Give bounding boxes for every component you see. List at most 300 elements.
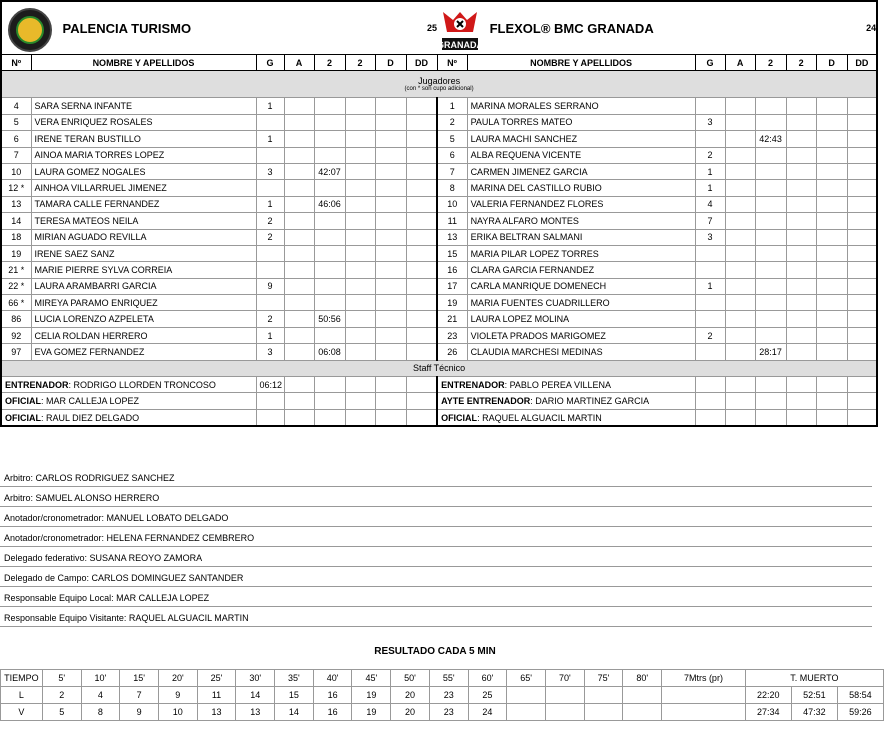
results-score-cell: 9 xyxy=(158,687,197,704)
home-player-exclusion-1 xyxy=(314,131,345,147)
results-score-cell: 5 xyxy=(42,704,81,721)
away-player-exclusion-1 xyxy=(755,114,786,130)
away-player-exclusion-2 xyxy=(786,180,816,196)
home-player-warning xyxy=(284,196,314,212)
home-team-header xyxy=(1,1,375,55)
home-player-name: LUCIA LORENZO AZPELETA xyxy=(31,311,256,327)
home-player-disqualification xyxy=(375,229,406,245)
away-player-number: 23 xyxy=(437,327,467,343)
results-header-cell: 50' xyxy=(391,670,430,687)
away-player-warning xyxy=(725,344,755,360)
away-player-goals: 2 xyxy=(695,147,725,163)
staff-name: : MAR CALLEJA LOPEZ xyxy=(41,396,140,407)
home-player-exclusion-1 xyxy=(314,295,345,311)
away-player-number: 6 xyxy=(437,147,467,163)
results-score-cell xyxy=(545,704,584,721)
empty-cell xyxy=(345,377,375,393)
away-player-exclusion-1 xyxy=(755,196,786,212)
home-player-number: 13 xyxy=(1,196,31,212)
empty-cell xyxy=(755,377,786,393)
home-player-name: LAURA ARAMBARRI GARCIA xyxy=(31,278,256,294)
away-player-goals: 1 xyxy=(695,163,725,179)
staff-name: : DARIO MARTINEZ GARCIA xyxy=(530,396,650,407)
staff-role: AYTE ENTRENADOR xyxy=(441,396,531,407)
away-player-disqualification xyxy=(816,131,847,147)
home-player-number: 66 * xyxy=(1,295,31,311)
empty-cell xyxy=(345,409,375,426)
away-player-goals: 3 xyxy=(695,229,725,245)
col-disqualification-report: DD xyxy=(847,55,877,71)
results-header-cell: 80' xyxy=(623,670,662,687)
home-player-dq-report xyxy=(406,311,437,327)
player-row xyxy=(1,344,877,360)
home-player-exclusion-1 xyxy=(314,278,345,294)
col-disqualification: D xyxy=(816,55,847,71)
away-player-name: CLAUDIA MARCHESI MEDINAS xyxy=(467,344,695,360)
home-player-warning xyxy=(284,147,314,163)
away-player-warning xyxy=(725,311,755,327)
home-player-name: AINOA MARIA TORRES LOPEZ xyxy=(31,147,256,163)
staff-row xyxy=(1,377,877,393)
home-player-warning xyxy=(284,344,314,360)
home-player-disqualification xyxy=(375,147,406,163)
home-player-goals: 2 xyxy=(256,311,284,327)
away-player-exclusion-2 xyxy=(786,114,816,130)
away-player-exclusion-1 xyxy=(755,295,786,311)
away-player-number: 2 xyxy=(437,114,467,130)
home-player-dq-report xyxy=(406,163,437,179)
home-player-exclusion-1: 06:08 xyxy=(314,344,345,360)
results-header-cell: 55' xyxy=(429,670,468,687)
away-player-warning xyxy=(725,229,755,245)
home-player-exclusion-1 xyxy=(314,229,345,245)
player-row xyxy=(1,245,877,261)
home-player-exclusion-2 xyxy=(345,229,375,245)
home-player-goals: 1 xyxy=(256,98,284,114)
results-header-cell: 5' xyxy=(42,670,81,687)
home-player-exclusion-1: 46:06 xyxy=(314,196,345,212)
home-player-name: TAMARA CALLE FERNANDEZ xyxy=(31,196,256,212)
home-player-name: IRENE SAEZ SANZ xyxy=(31,245,256,261)
home-player-exclusion-1 xyxy=(314,262,345,278)
away-player-goals xyxy=(695,98,725,114)
away-player-exclusion-1 xyxy=(755,327,786,343)
player-row xyxy=(1,147,877,163)
results-score-cell xyxy=(584,704,623,721)
away-player-number: 8 xyxy=(437,180,467,196)
empty-cell xyxy=(725,377,755,393)
results-team-label: L xyxy=(1,687,43,704)
away-player-exclusion-1: 28:17 xyxy=(755,344,786,360)
empty-cell xyxy=(406,377,437,393)
away-player-warning xyxy=(725,295,755,311)
away-player-dq-report xyxy=(847,262,877,278)
away-team-header xyxy=(437,1,816,55)
home-player-dq-report xyxy=(406,114,437,130)
results-header-cell: 15' xyxy=(120,670,159,687)
away-player-disqualification xyxy=(816,147,847,163)
column-header-row xyxy=(1,55,877,71)
home-player-number: 18 xyxy=(1,229,31,245)
away-player-dq-report xyxy=(847,295,877,311)
away-player-name: MARINA MORALES SERRANO xyxy=(467,98,695,114)
results-header-cell: 30' xyxy=(236,670,275,687)
player-row xyxy=(1,213,877,229)
empty-cell xyxy=(314,393,345,409)
away-staff-time xyxy=(695,377,725,393)
away-player-name: LAURA LOPEZ MOLINA xyxy=(467,311,695,327)
home-player-number: 10 xyxy=(1,163,31,179)
home-player-exclusion-1 xyxy=(314,180,345,196)
home-player-disqualification xyxy=(375,278,406,294)
home-player-disqualification xyxy=(375,327,406,343)
away-player-exclusion-2 xyxy=(786,98,816,114)
away-player-goals xyxy=(695,262,725,278)
staff-role: OFICIAL xyxy=(5,396,41,407)
away-player-exclusion-2 xyxy=(786,213,816,229)
home-player-exclusion-2 xyxy=(345,213,375,229)
home-player-exclusion-1 xyxy=(314,114,345,130)
home-staff-time xyxy=(256,409,284,426)
results-score-cell: 23 xyxy=(429,687,468,704)
home-player-disqualification xyxy=(375,311,406,327)
away-player-dq-report xyxy=(847,180,877,196)
home-player-warning xyxy=(284,245,314,261)
away-player-exclusion-2 xyxy=(786,229,816,245)
away-player-number: 19 xyxy=(437,295,467,311)
home-player-warning xyxy=(284,163,314,179)
away-player-warning xyxy=(725,131,755,147)
results-header-cell: 75' xyxy=(584,670,623,687)
home-player-warning xyxy=(284,213,314,229)
away-player-exclusion-1 xyxy=(755,180,786,196)
results-timeout-cell: 47:32 xyxy=(791,704,837,721)
home-player-number: 97 xyxy=(1,344,31,360)
player-row xyxy=(1,229,877,245)
home-player-exclusion-2 xyxy=(345,180,375,196)
away-player-dq-report xyxy=(847,213,877,229)
results-score-cell: 25 xyxy=(468,687,507,704)
home-staff-time: 06:12 xyxy=(256,377,284,393)
away-player-warning xyxy=(725,163,755,179)
empty-cell xyxy=(314,409,345,426)
staff-section-title: Staff Técnico xyxy=(1,360,877,376)
results-header-cell: 35' xyxy=(275,670,314,687)
player-row xyxy=(1,278,877,294)
empty-cell xyxy=(725,393,755,409)
home-player-exclusion-2 xyxy=(345,262,375,278)
away-player-exclusion-1 xyxy=(755,147,786,163)
away-player-exclusion-1 xyxy=(755,163,786,179)
player-row xyxy=(1,163,877,179)
staff-section-row xyxy=(1,360,877,376)
away-player-dq-report xyxy=(847,131,877,147)
away-player-warning xyxy=(725,213,755,229)
away-player-exclusion-2 xyxy=(786,196,816,212)
away-player-exclusion-2 xyxy=(786,131,816,147)
home-player-goals: 3 xyxy=(256,163,284,179)
home-player-goals: 3 xyxy=(256,344,284,360)
away-player-goals: 7 xyxy=(695,213,725,229)
results-seven-meter-cell xyxy=(662,687,746,704)
results-header-cell: 45' xyxy=(352,670,391,687)
home-player-number: 12 * xyxy=(1,180,31,196)
away-player-name: VALERIA FERNANDEZ FLORES xyxy=(467,196,695,212)
home-player-exclusion-2 xyxy=(345,163,375,179)
home-player-goals xyxy=(256,245,284,261)
home-player-exclusion-2 xyxy=(345,344,375,360)
away-staff-time xyxy=(695,409,725,426)
home-player-name: MIREYA PARAMO ENRIQUEZ xyxy=(31,295,256,311)
away-player-goals xyxy=(695,245,725,261)
results-score-cell: 19 xyxy=(352,687,391,704)
home-player-warning xyxy=(284,295,314,311)
home-player-number: 4 xyxy=(1,98,31,114)
results-score-cell: 20 xyxy=(391,687,430,704)
results-team-label: V xyxy=(1,704,43,721)
staff-row xyxy=(1,409,877,426)
col-goals: G xyxy=(256,55,284,71)
results-score-cell: 14 xyxy=(236,687,275,704)
results-header-cell: 25' xyxy=(197,670,236,687)
empty-cell xyxy=(786,393,816,409)
home-player-dq-report xyxy=(406,278,437,294)
results-score-cell: 11 xyxy=(197,687,236,704)
away-player-exclusion-2 xyxy=(786,262,816,278)
away-player-disqualification xyxy=(816,213,847,229)
results-row xyxy=(1,704,884,721)
staff-rows xyxy=(1,377,877,427)
home-player-goals xyxy=(256,147,284,163)
player-rows xyxy=(1,98,877,360)
empty-cell xyxy=(847,393,877,409)
official-entry: Responsable Equipo Visitante: RAQUEL ALGUACIL MARTIN xyxy=(0,607,872,627)
results-score-cell: 2 xyxy=(42,687,81,704)
away-player-disqualification xyxy=(816,229,847,245)
staff-row xyxy=(1,393,877,409)
results-score-cell: 24 xyxy=(468,704,507,721)
results-score-cell xyxy=(545,687,584,704)
results-header-row xyxy=(1,670,884,687)
home-player-warning xyxy=(284,131,314,147)
home-player-name: IRENE TERAN BUSTILLO xyxy=(31,131,256,147)
away-player-name: CARLA MANRIQUE DOMENECH xyxy=(467,278,695,294)
official-entry: Delegado de Campo: CARLOS DOMINGUEZ SANTANDER xyxy=(0,567,872,587)
home-player-number: 92 xyxy=(1,327,31,343)
home-player-goals xyxy=(256,180,284,196)
results-score-cell: 14 xyxy=(275,704,314,721)
home-staff-member xyxy=(1,409,256,426)
home-player-disqualification xyxy=(375,98,406,114)
home-player-warning xyxy=(284,229,314,245)
home-player-number: 19 xyxy=(1,245,31,261)
results-timeout-cell: 52:51 xyxy=(791,687,837,704)
empty-cell xyxy=(786,409,816,426)
away-player-number: 7 xyxy=(437,163,467,179)
home-player-name: LAURA GOMEZ NOGALES xyxy=(31,163,256,179)
away-player-exclusion-2 xyxy=(786,147,816,163)
home-player-disqualification xyxy=(375,295,406,311)
away-player-name: CARMEN JIMENEZ GARCIA xyxy=(467,163,695,179)
home-player-warning xyxy=(284,311,314,327)
away-player-name: MARIA FUENTES CUADRILLERO xyxy=(467,295,695,311)
results-score-cell: 13 xyxy=(197,704,236,721)
away-player-name: VIOLETA PRADOS MARIGOMEZ xyxy=(467,327,695,343)
results-score-cell xyxy=(623,704,662,721)
away-player-goals xyxy=(695,344,725,360)
results-score-cell xyxy=(623,687,662,704)
away-player-exclusion-2 xyxy=(786,295,816,311)
away-player-exclusion-1 xyxy=(755,278,786,294)
results-table xyxy=(0,669,884,721)
staff-role: OFICIAL xyxy=(441,412,478,423)
player-row xyxy=(1,327,877,343)
empty-cell xyxy=(406,409,437,426)
home-player-name: EVA GOMEZ FERNANDEZ xyxy=(31,344,256,360)
home-player-disqualification xyxy=(375,213,406,229)
home-player-number: 5 xyxy=(1,114,31,130)
away-player-goals xyxy=(695,311,725,327)
away-player-goals: 1 xyxy=(695,278,725,294)
away-player-disqualification xyxy=(816,163,847,179)
col-exclusion-2: 2 xyxy=(345,55,375,71)
home-team-name: PALENCIA TURISMO xyxy=(62,20,192,36)
home-player-dq-report xyxy=(406,262,437,278)
home-player-dq-report xyxy=(406,98,437,114)
home-player-exclusion-1 xyxy=(314,147,345,163)
home-player-disqualification xyxy=(375,131,406,147)
home-player-exclusion-1 xyxy=(314,245,345,261)
home-player-goals xyxy=(256,262,284,278)
staff-name: : PABLO PEREA VILLENA xyxy=(504,379,611,390)
away-player-disqualification xyxy=(816,344,847,360)
col-goals: G xyxy=(695,55,725,71)
players-section-row xyxy=(1,71,877,98)
results-header-cell: 65' xyxy=(507,670,546,687)
player-row xyxy=(1,196,877,212)
official-entry: Responsable Equipo Local: MAR CALLEJA LOPEZ xyxy=(0,587,872,607)
empty-cell xyxy=(375,393,406,409)
away-player-name: CLARA GARCIA FERNANDEZ xyxy=(467,262,695,278)
away-player-number: 26 xyxy=(437,344,467,360)
col-name: NOMBRE Y APELLIDOS xyxy=(467,55,695,71)
staff-role: OFICIAL xyxy=(5,412,41,423)
home-player-exclusion-2 xyxy=(345,295,375,311)
results-score-cell: 16 xyxy=(313,687,352,704)
results-score-cell xyxy=(584,687,623,704)
empty-cell xyxy=(375,409,406,426)
home-staff-member xyxy=(1,393,256,409)
results-score-cell: 7 xyxy=(120,687,159,704)
official-entry: Arbitro: CARLOS RODRIGUEZ SANCHEZ xyxy=(0,467,872,487)
away-player-goals xyxy=(695,131,725,147)
home-player-exclusion-2 xyxy=(345,196,375,212)
home-player-goals: 1 xyxy=(256,327,284,343)
away-player-dq-report xyxy=(847,311,877,327)
home-player-name: CELIA ROLDAN HERRERO xyxy=(31,327,256,343)
away-score: 24 xyxy=(866,23,877,33)
results-score-cell: 9 xyxy=(120,704,159,721)
results-score-cell xyxy=(507,704,546,721)
home-player-exclusion-2 xyxy=(345,245,375,261)
home-staff-member xyxy=(1,377,256,393)
official-entry: Anotador/cronometrador: HELENA FERNANDEZ CEMBRERO xyxy=(0,527,872,547)
home-player-dq-report xyxy=(406,180,437,196)
player-row xyxy=(1,180,877,196)
away-player-number: 17 xyxy=(437,278,467,294)
results-header-cell: 70' xyxy=(545,670,584,687)
results-timeout-cell: 27:34 xyxy=(745,704,791,721)
away-player-goals xyxy=(695,295,725,311)
home-player-goals: 9 xyxy=(256,278,284,294)
away-player-warning xyxy=(725,327,755,343)
home-player-disqualification xyxy=(375,180,406,196)
away-player-dq-report xyxy=(847,229,877,245)
home-player-exclusion-2 xyxy=(345,98,375,114)
away-player-number: 16 xyxy=(437,262,467,278)
away-player-warning xyxy=(725,245,755,261)
home-player-goals xyxy=(256,114,284,130)
home-player-warning xyxy=(284,327,314,343)
empty-cell xyxy=(755,409,786,426)
results-header-cell: 7Mtrs (pr) xyxy=(662,670,746,687)
home-player-disqualification xyxy=(375,196,406,212)
player-row xyxy=(1,262,877,278)
away-player-disqualification xyxy=(816,98,847,114)
home-player-exclusion-1: 50:56 xyxy=(314,311,345,327)
home-player-dq-report xyxy=(406,147,437,163)
team-header-row xyxy=(1,1,877,55)
empty-cell xyxy=(284,377,314,393)
away-team-logo xyxy=(439,8,481,52)
away-player-exclusion-2 xyxy=(786,327,816,343)
home-player-disqualification xyxy=(375,245,406,261)
results-score-cell: 13 xyxy=(236,704,275,721)
official-entry: Arbitro: SAMUEL ALONSO HERRERO xyxy=(0,487,872,507)
player-row xyxy=(1,131,877,147)
away-player-exclusion-1 xyxy=(755,262,786,278)
home-player-goals: 1 xyxy=(256,196,284,212)
home-player-dq-report xyxy=(406,196,437,212)
home-player-exclusion-1: 42:07 xyxy=(314,163,345,179)
away-player-disqualification xyxy=(816,295,847,311)
results-timeout-cell: 22:20 xyxy=(745,687,791,704)
svg-text:GRANADA: GRANADA xyxy=(439,39,482,50)
home-player-dq-report xyxy=(406,344,437,360)
away-player-warning xyxy=(725,196,755,212)
away-player-number: 11 xyxy=(437,213,467,229)
away-player-warning xyxy=(725,278,755,294)
home-player-exclusion-1 xyxy=(314,327,345,343)
results-header-cell: 10' xyxy=(81,670,120,687)
player-row xyxy=(1,98,877,114)
empty-cell xyxy=(406,393,437,409)
empty-cell xyxy=(816,409,847,426)
home-player-number: 7 xyxy=(1,147,31,163)
home-staff-time xyxy=(256,393,284,409)
results-header-cell: 60' xyxy=(468,670,507,687)
away-player-name: ALBA REQUENA VICENTE xyxy=(467,147,695,163)
results-score-cell: 10 xyxy=(158,704,197,721)
away-player-exclusion-1 xyxy=(755,213,786,229)
away-player-exclusion-1 xyxy=(755,245,786,261)
home-player-number: 21 * xyxy=(1,262,31,278)
staff-role: ENTRENADOR xyxy=(441,379,505,390)
home-player-goals: 2 xyxy=(256,229,284,245)
empty-cell xyxy=(847,409,877,426)
home-player-number: 22 * xyxy=(1,278,31,294)
away-player-exclusion-2 xyxy=(786,245,816,261)
